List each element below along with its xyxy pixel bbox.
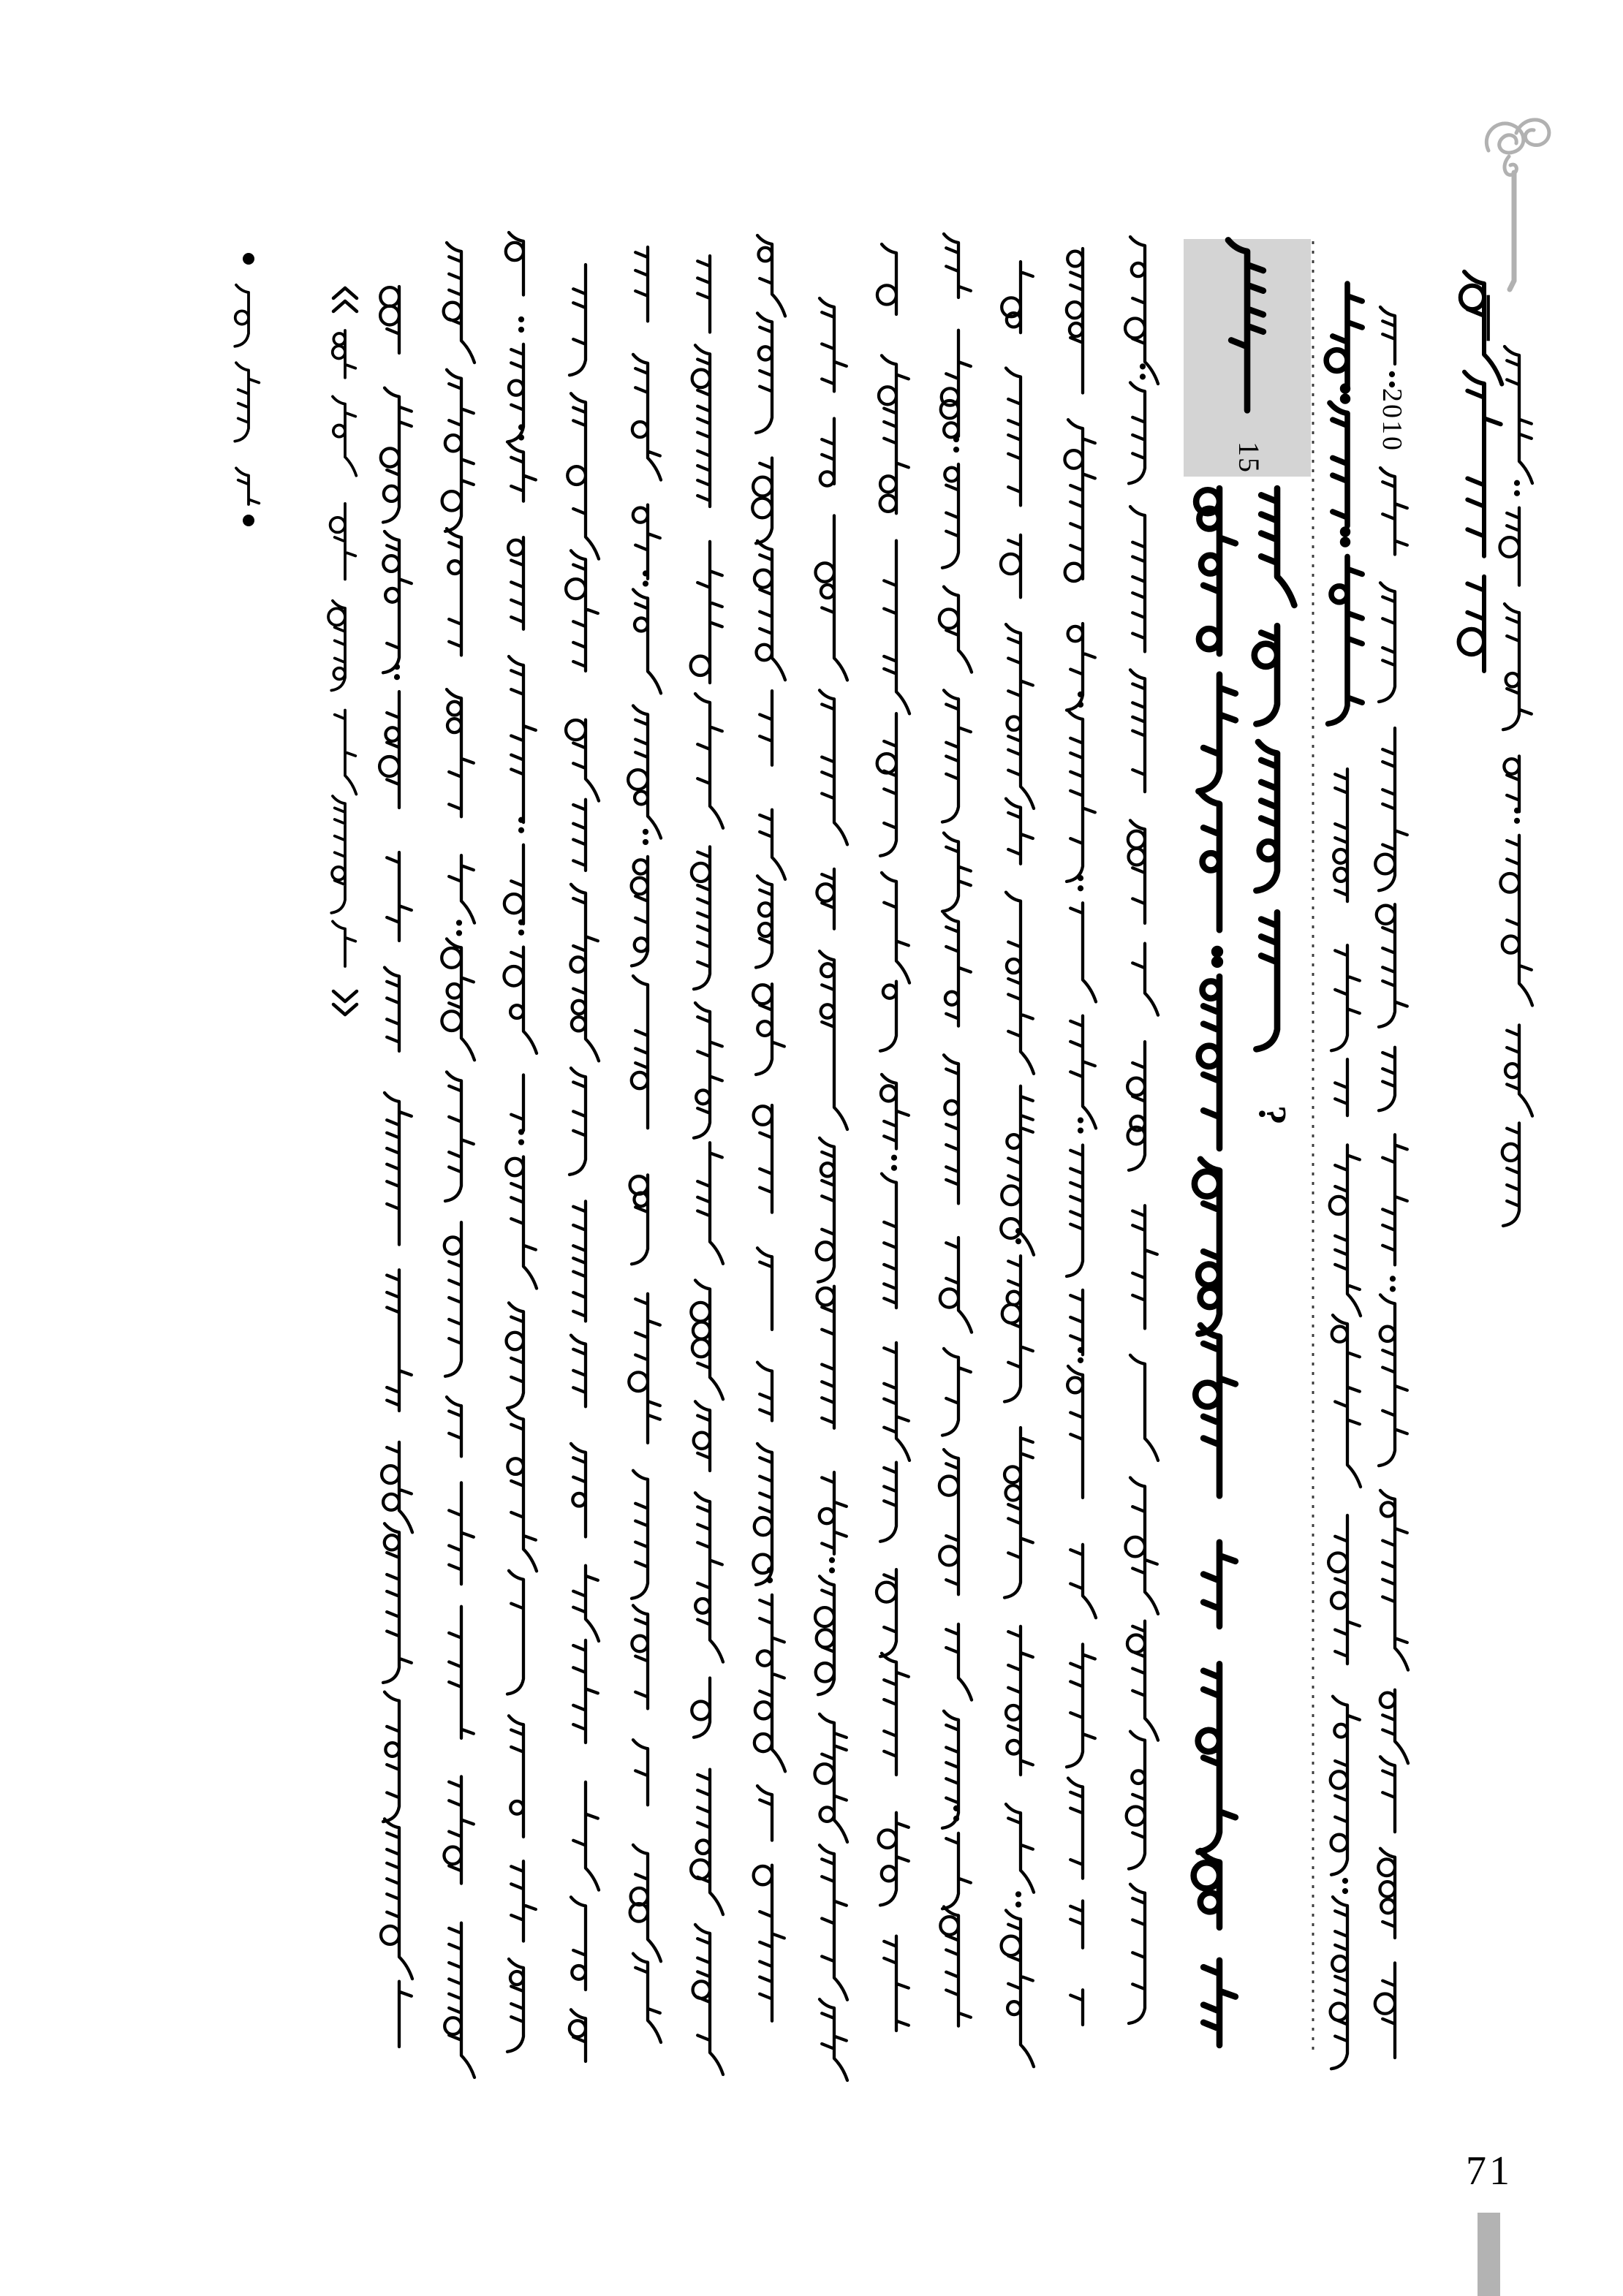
- header-volume-column: [1499, 346, 1532, 1226]
- header-em-dash: —: [1467, 295, 1517, 341]
- body-column: [752, 235, 785, 2021]
- flourish-ornament-icon: [1486, 120, 1549, 289]
- footnote-author-column: [235, 253, 259, 526]
- question-column-left: [1194, 488, 1236, 2045]
- header-issue-column: [1375, 307, 1408, 2058]
- body-column: [939, 234, 972, 2026]
- body-column: [815, 298, 847, 2080]
- footer-bar: [1478, 2213, 1500, 2296]
- body-column: [504, 232, 537, 2052]
- question-mark: ?: [1251, 1105, 1295, 1125]
- body-column: [691, 256, 723, 2075]
- body-column: [379, 287, 412, 2047]
- body-column: [628, 247, 661, 2042]
- body-column: [566, 265, 599, 2061]
- question-column-right: [1255, 488, 1295, 1049]
- body-column: [877, 244, 909, 2031]
- body-column: [1125, 237, 1158, 2023]
- article-title-column: [1326, 284, 1362, 724]
- body-column: [442, 243, 474, 2077]
- body-column: [1064, 249, 1096, 2025]
- section-number: 15: [1233, 442, 1266, 474]
- citation-bracket-icon: [333, 288, 357, 311]
- page-number: 71: [1466, 2148, 1513, 2194]
- separator-dot: [243, 253, 254, 265]
- separator-dot: [243, 515, 254, 526]
- body-column: [1001, 262, 1034, 2066]
- article-title-continuation: [1328, 769, 1361, 2069]
- header-year: 2010: [1377, 388, 1407, 452]
- footnote-citation-column: [328, 288, 357, 1015]
- citation-bracket-icon: [333, 991, 357, 1015]
